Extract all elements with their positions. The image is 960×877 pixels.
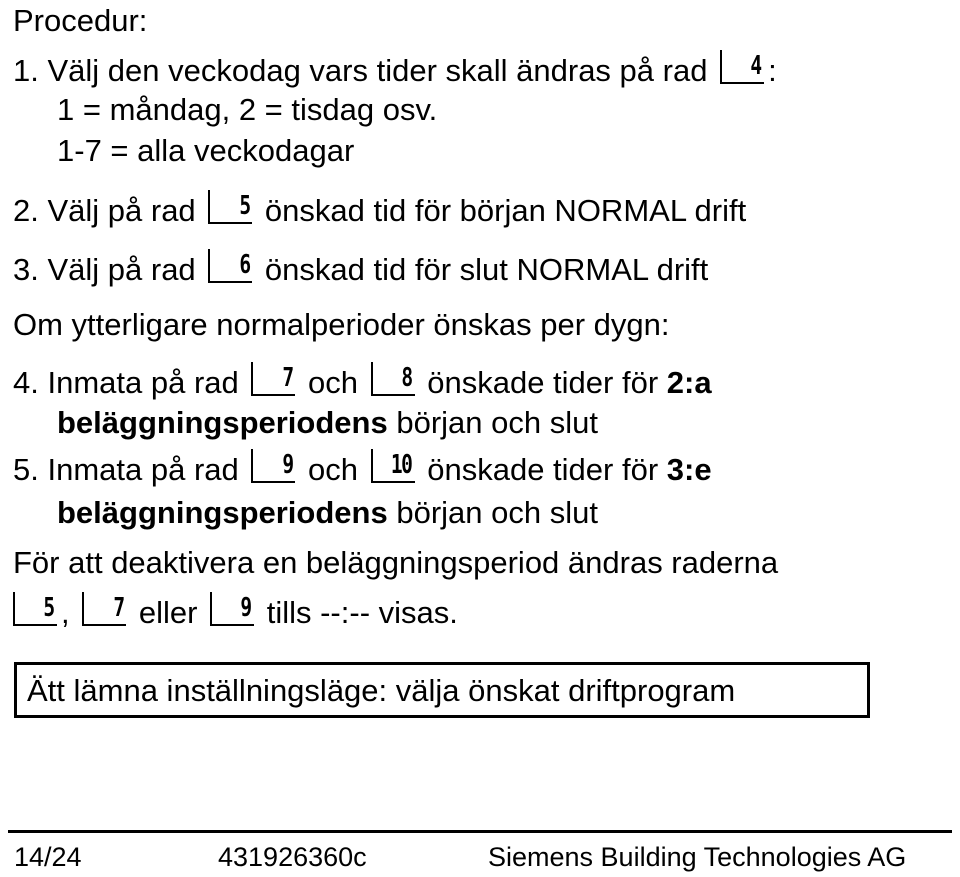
step-4: 4. Inmata på rad 7 och 8 önskade tider för 2:a <box>13 363 712 400</box>
row-9-display-icon: 9 <box>251 449 295 483</box>
footer-divider <box>8 830 952 833</box>
step-4-line-2: beläggningsperiodens början och slut <box>57 405 598 440</box>
step-5-line-2: beläggningsperiodens början och slut <box>57 495 598 530</box>
row-4-display-icon: 4 <box>720 50 764 84</box>
row-7-display-icon: 7 <box>82 592 126 626</box>
row-5-display-icon: 5 <box>208 190 252 224</box>
step-1-text: 1. Välj den veckodag vars tider skall ändras på rad <box>13 53 708 88</box>
footer-company: Siemens Building Technologies AG <box>488 842 907 872</box>
row-10-display-icon: 10 <box>371 449 415 483</box>
deactivate-rows: 5 , 7 eller 9 tills --:-- visas. <box>13 592 458 632</box>
step-5: 5. Inmata på rad 9 och 10 önskade tider för 3:e <box>13 450 712 487</box>
footer-page: 14/24 <box>14 842 82 872</box>
row-6-display-icon: 6 <box>208 249 252 283</box>
footer-doc-number: 431926360c <box>218 842 367 872</box>
step-1-line-3: 1-7 = alla veckodagar <box>57 133 355 168</box>
step-1: 1. Välj den veckodag vars tider skall ändras på rad 4 : <box>13 51 777 88</box>
row-8-display-icon: 8 <box>371 362 415 396</box>
exit-settings-box: Ätt lämna inställningsläge: välja önskat driftprogram <box>14 662 870 718</box>
more-periods-note: Om ytterligare normalperioder önskas per dygn: <box>13 307 670 342</box>
heading: Procedur: <box>13 3 148 38</box>
row-5-display-icon: 5 <box>13 592 57 626</box>
deactivate-note: För att deaktivera en beläggningsperiod ändras raderna <box>13 545 779 580</box>
row-9-display-icon: 9 <box>210 592 254 626</box>
step-2: 2. Välj på rad 5 önskad tid för början NORMAL drift <box>13 191 747 228</box>
step-3: 3. Välj på rad 6 önskad tid för slut NORMAL drift <box>13 250 709 287</box>
step-1-line-2: 1 = måndag, 2 = tisdag osv. <box>57 92 438 127</box>
row-7-display-icon: 7 <box>251 362 295 396</box>
